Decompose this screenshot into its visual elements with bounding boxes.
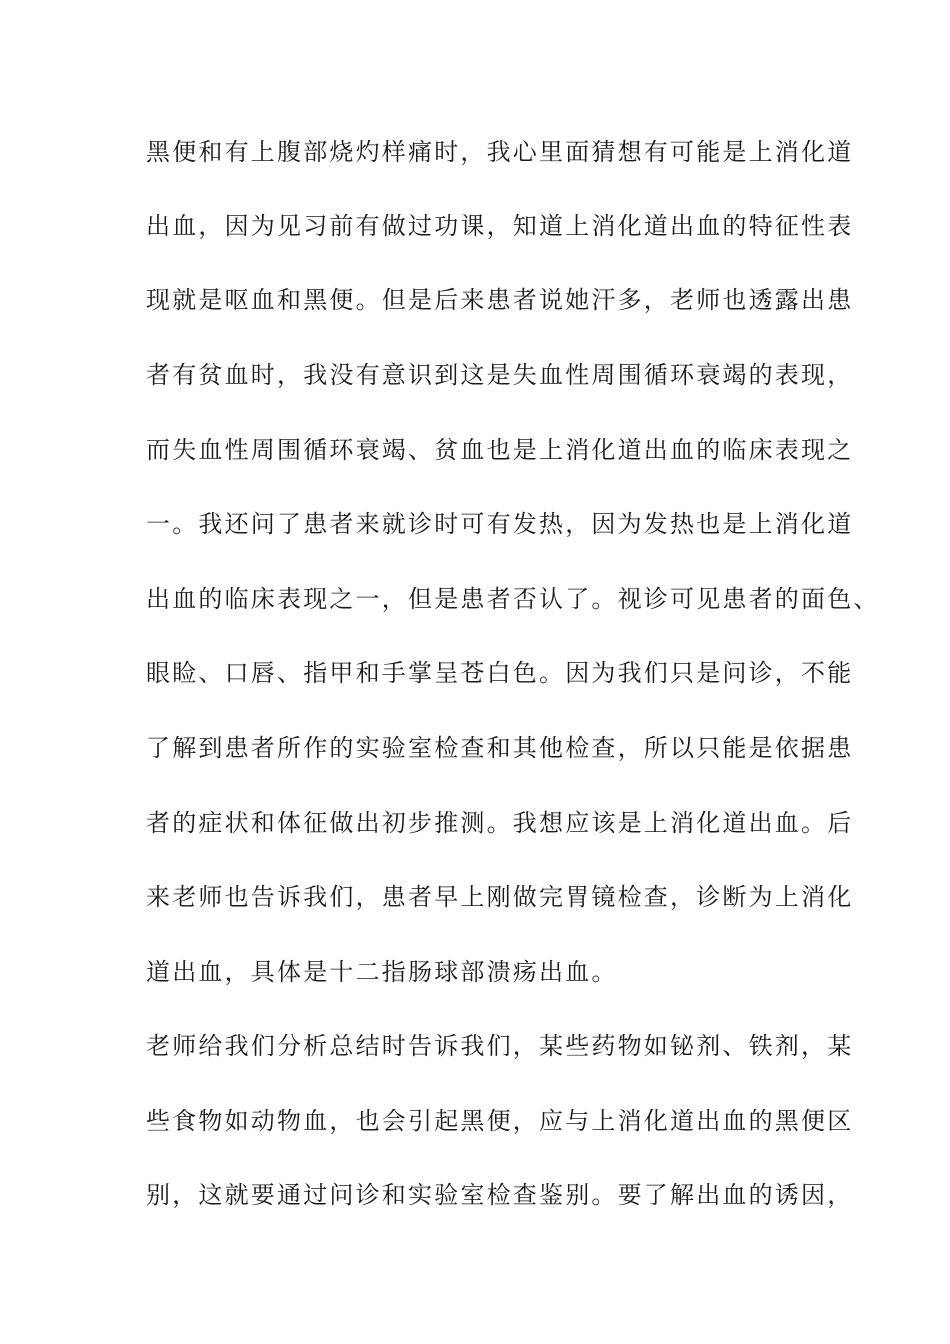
- text-line: 了解到患者所作的实验室检查和其他检查，所以只能是依据患: [146, 734, 854, 762]
- text-line: 道出血，具体是十二指肠球部溃疡出血。: [146, 958, 618, 986]
- text-line: 现就是呕血和黑便。但是后来患者说她汗多，老师也透露出患: [146, 286, 854, 314]
- text-line: 些食物如动物血，也会引起黑便，应与上消化道出血的黑便区: [146, 1107, 854, 1135]
- text-line: 眼睑、口唇、指甲和手掌呈苍白色。因为我们只是问诊，不能: [146, 659, 854, 687]
- text-line: 而失血性周围循环衰竭、贫血也是上消化道出血的临床表现之: [146, 436, 854, 464]
- text-line: 出血的临床表现之一，但是患者否认了。视诊可见患者的面色、: [146, 585, 880, 613]
- text-line: 出血，因为见习前有做过功课，知道上消化道出血的特征性表: [146, 212, 854, 240]
- text-line: 黑便和有上腹部烧灼样痛时，我心里面猜想有可能是上消化道: [146, 138, 854, 166]
- text-line: 老师给我们分析总结时告诉我们，某些药物如铋剂、铁剂，某: [146, 1032, 854, 1060]
- text-line: 来老师也告诉我们，患者早上刚做完胃镜检查，诊断为上消化: [146, 883, 854, 911]
- text-line: 者有贫血时，我没有意识到这是失血性周围循环衰竭的表现，: [146, 361, 854, 389]
- text-line: 一。我还问了患者来就诊时可有发热，因为发热也是上消化道: [146, 510, 854, 538]
- text-line: 别，这就要通过问诊和实验室检查鉴别。要了解出血的诱因，: [146, 1181, 854, 1209]
- text-line: 者的症状和体征做出初步推测。我想应该是上消化道出血。后: [146, 809, 854, 837]
